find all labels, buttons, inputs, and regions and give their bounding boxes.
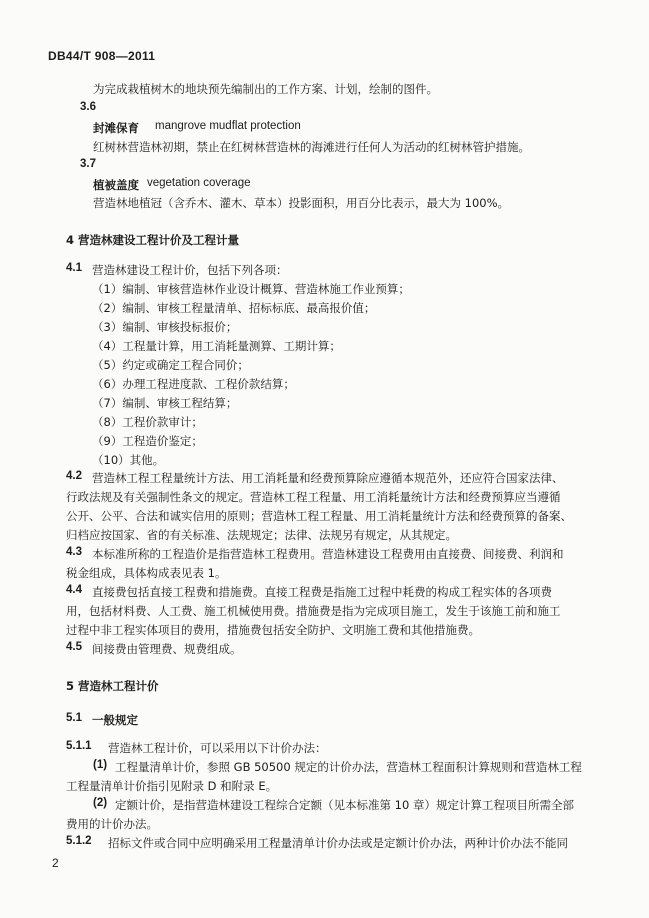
clause-number: 4.2 <box>66 470 82 482</box>
list-item: （8）工程价款审计； <box>92 415 203 429</box>
list-item: （1）编制、审核营造林作业设计概算、营造林施工作业预算； <box>92 282 410 296</box>
document-code: DB44/T 908—2011 <box>48 49 156 63</box>
clause-number: 3.7 <box>80 158 96 170</box>
term-english: mangrove mudflat protection <box>155 120 301 132</box>
list-item: （9）工程造价鉴定； <box>92 434 203 448</box>
clause-text: 招标文件或合同中应明确采用工程量清单计价办法或是定额计价办法，两种计价办法不能同 <box>108 836 568 850</box>
term-definition: 营造林地植冠（含乔木、灌木、草本）投影面积，用百分比表示，最大为 100%。 <box>93 196 510 210</box>
list-item: （3）编制、审核投标报价； <box>92 320 238 334</box>
term-heading: 植被盖度 <box>93 178 139 192</box>
section-heading: 4 营造林建设工程计价及工程计量 <box>66 233 240 247</box>
term-definition: 红树林营造林初期，禁止在红树林营造林的海滩进行任何人为活动的红树林管护措施。 <box>93 140 530 154</box>
list-item: （5）约定或确定工程合同价； <box>92 358 249 372</box>
clause-text: 税金组成，具体构成表见表 1。 <box>66 566 227 580</box>
clause-text: 间接费由管理费、规费组成。 <box>92 642 242 656</box>
clause-number: 4.3 <box>66 546 82 558</box>
clause-text: 工程量清单计价指引见附录 D 和附录 E。 <box>66 779 278 793</box>
clause-text: 直接费包括直接工程费和措施费。直接工程费是指施工过程中耗费的构成工程实体的各项费 <box>92 585 552 599</box>
item-number: (2) <box>93 797 108 809</box>
term-english: vegetation coverage <box>147 177 251 189</box>
clause-number: 4.1 <box>66 262 82 274</box>
clause-number: 4.4 <box>66 584 82 596</box>
clause-number: 5.1 <box>66 712 82 724</box>
clause-text: 定额计价，是指营造林建设工程综合定额（见本标准第 10 章）规定计算工程项目所需全部 <box>115 798 574 812</box>
clause-text: 过程中非工程实体项目的费用，措施费包括安全防护、文明施工费和其他措施费。 <box>66 623 480 637</box>
subsection-heading: 一般规定 <box>92 713 138 727</box>
clause-number: 5.1.2 <box>66 835 92 847</box>
clause-text: 用，包括材料费、人工费、施工机械使用费。措施费是指为完成项目施工，发生于该施工前和施工 <box>66 604 561 618</box>
clause-text: 行政法规及有关强制性条文的规定。营造林工程工程量、用工消耗量统计方法和经费预算应当遵循 <box>66 490 561 504</box>
list-item: （6）办理工程进度款、工程价款结算； <box>92 377 295 391</box>
clause-number: 5.1.1 <box>66 740 92 752</box>
clause-text: 营造林工程计价，可以采用以下计价办法： <box>108 741 327 755</box>
clause-text: 本标准所称的工程造价是指营造林工程费用。营造林建设工程费用由直接费、间接费、利润和 <box>92 547 564 561</box>
text-line: 为完成栽植树木的地块预先编制出的工作方案、计划，绘制的图件。 <box>93 82 438 96</box>
list-item: （7）编制、审核工程结算； <box>92 396 238 410</box>
item-number: (1) <box>93 759 108 771</box>
term-heading: 封滩保育 <box>93 121 139 135</box>
list-item: （10）其他。 <box>92 453 165 467</box>
clause-text: 营造林工程工程量统计方法、用工消耗量和经费预算除应遵循本规范外，还应符合国家法律、 <box>92 471 564 485</box>
list-item: （2）编制、审核工程量清单、招标标底、最高报价值； <box>92 301 376 315</box>
clause-text: 费用的计价办法。 <box>66 817 158 831</box>
clause-number: 4.5 <box>66 641 82 653</box>
clause-text: 归档应按国家、省的有关标准、法规规定；法律、法规另有规定，从其规定。 <box>66 528 457 542</box>
clause-text: 工程量清单计价，参照 GB 50500 规定的计价办法，营造林工程面积计算规则和营造林工程 <box>115 760 582 774</box>
clause-text: 公开、公平、合法和诚实信用的原则；营造林工程工程量、用工消耗量统计方法和经费预算的备案、 <box>66 509 572 523</box>
clause-number: 3.6 <box>80 101 96 113</box>
page-number: 2 <box>52 856 59 870</box>
section-heading: 5 营造林工程计价 <box>66 679 159 693</box>
list-item: （4）工程量计算，用工消耗量测算、工期计算； <box>92 339 341 353</box>
clause-text: 营造林建设工程计价，包括下列各项： <box>92 263 288 277</box>
